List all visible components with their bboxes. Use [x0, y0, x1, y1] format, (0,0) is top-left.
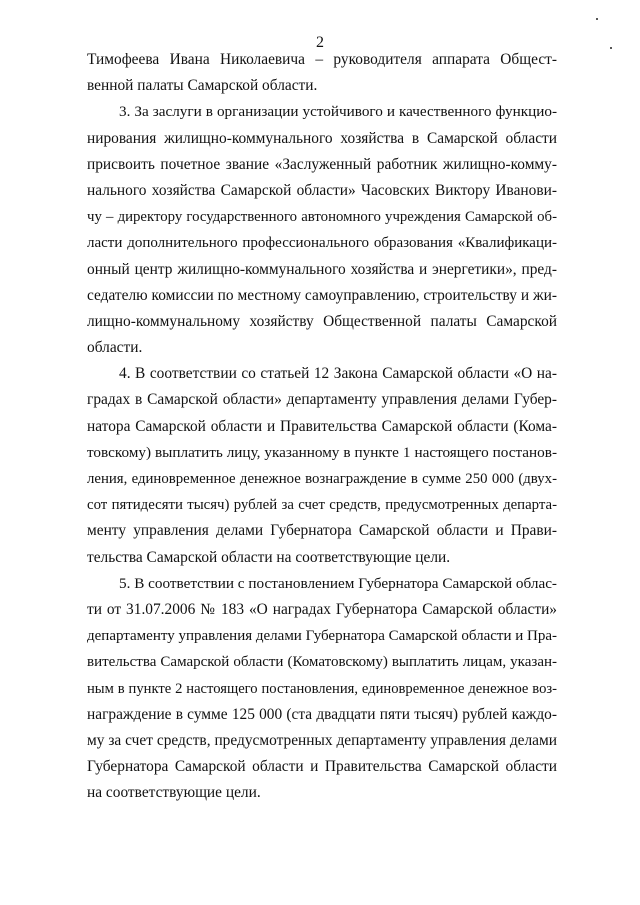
paragraph — [87, 99, 557, 361]
text-line: лищно-коммунальному хозяйству Общественной палаты Самарской — [87, 312, 557, 330]
text-line: 5. В соответствии с постановлением Губернатора Самарской облас- — [119, 574, 557, 592]
text-line: Тимофеева Ивана Николаевича – руководителя аппарата Общест- — [87, 51, 557, 68]
text-line: награждение в сумме 125 000 (ста двадцати пяти тысяч) рублей каждо- — [87, 705, 557, 723]
text-line: тельства Самарской области на соответствующие цели. — [87, 548, 451, 566]
text-line: товскому) выплатить лицу, указанному в пункте 1 настоящего постанов- — [87, 443, 557, 461]
paragraph — [87, 361, 557, 571]
text-line: градах в Самарской области» департаменту управления делами Губер- — [87, 391, 557, 409]
text-line: венной палаты Самарской области. — [87, 77, 318, 95]
text-line: Губернатора Самарской области и Правительства Самарской области — [87, 758, 557, 776]
text-line: области. — [87, 339, 143, 357]
text-line: вительства Самарской области (Коматовскому) выплатить лицам, указан- — [87, 654, 557, 671]
document-body — [87, 47, 557, 806]
text-line: сот пятидесяти тысяч) рублей за счет средств, предусмотренных департа- — [87, 497, 557, 514]
text-line: менту управления делами Губернатора Самарской области и Прави- — [87, 522, 557, 540]
scan-speck — [596, 18, 598, 20]
text-line: на соответствующие цели. — [87, 784, 261, 802]
text-line: 4. В соответствии со статьей 12 Закона Самарской области «О на- — [119, 365, 557, 383]
text-line: нирования жилищно-коммунального хозяйства в Самарской области — [87, 129, 557, 147]
page-number: 2 — [316, 34, 324, 51]
text-line: натора Самарской области и Правительства Самарской области (Кома- — [87, 417, 557, 435]
scan-speck — [610, 47, 612, 49]
text-line: му за счет средств, предусмотренных департаменту управления делами — [87, 731, 557, 749]
text-line: присвоить почетное звание «Заслуженный работник жилищно-комму- — [87, 155, 557, 173]
text-line: ления, единовременное денежное вознаграждение в сумме 250 000 (двух- — [87, 471, 557, 487]
text-line: чу – директору государственного автономного учреждения Самарской об- — [87, 209, 557, 226]
text-line: седателю комиссии по местному самоуправлению, строительству и жи- — [87, 286, 557, 304]
text-line: ласти дополнительного профессионального образования «Квалификаци- — [87, 235, 557, 252]
text-line: департаменту управления делами Губернатора Самарской области и Пра- — [87, 628, 557, 645]
text-line: 3. За заслуги в организации устойчивого и качественного функцио- — [119, 103, 557, 121]
paragraph — [87, 47, 557, 99]
text-line: ти от 31.07.2006 № 183 «О наградах Губернатора Самарской области» — [87, 600, 557, 618]
paragraph — [87, 571, 557, 807]
text-line: ным в пункте 2 настоящего постановления, единовременное денежное воз- — [87, 680, 557, 697]
text-line: нального хозяйства Самарской области» Часовских Виктору Иванови- — [87, 181, 557, 199]
text-line: онный центр жилищно-коммунального хозяйства и энергетики», пред- — [87, 260, 557, 278]
